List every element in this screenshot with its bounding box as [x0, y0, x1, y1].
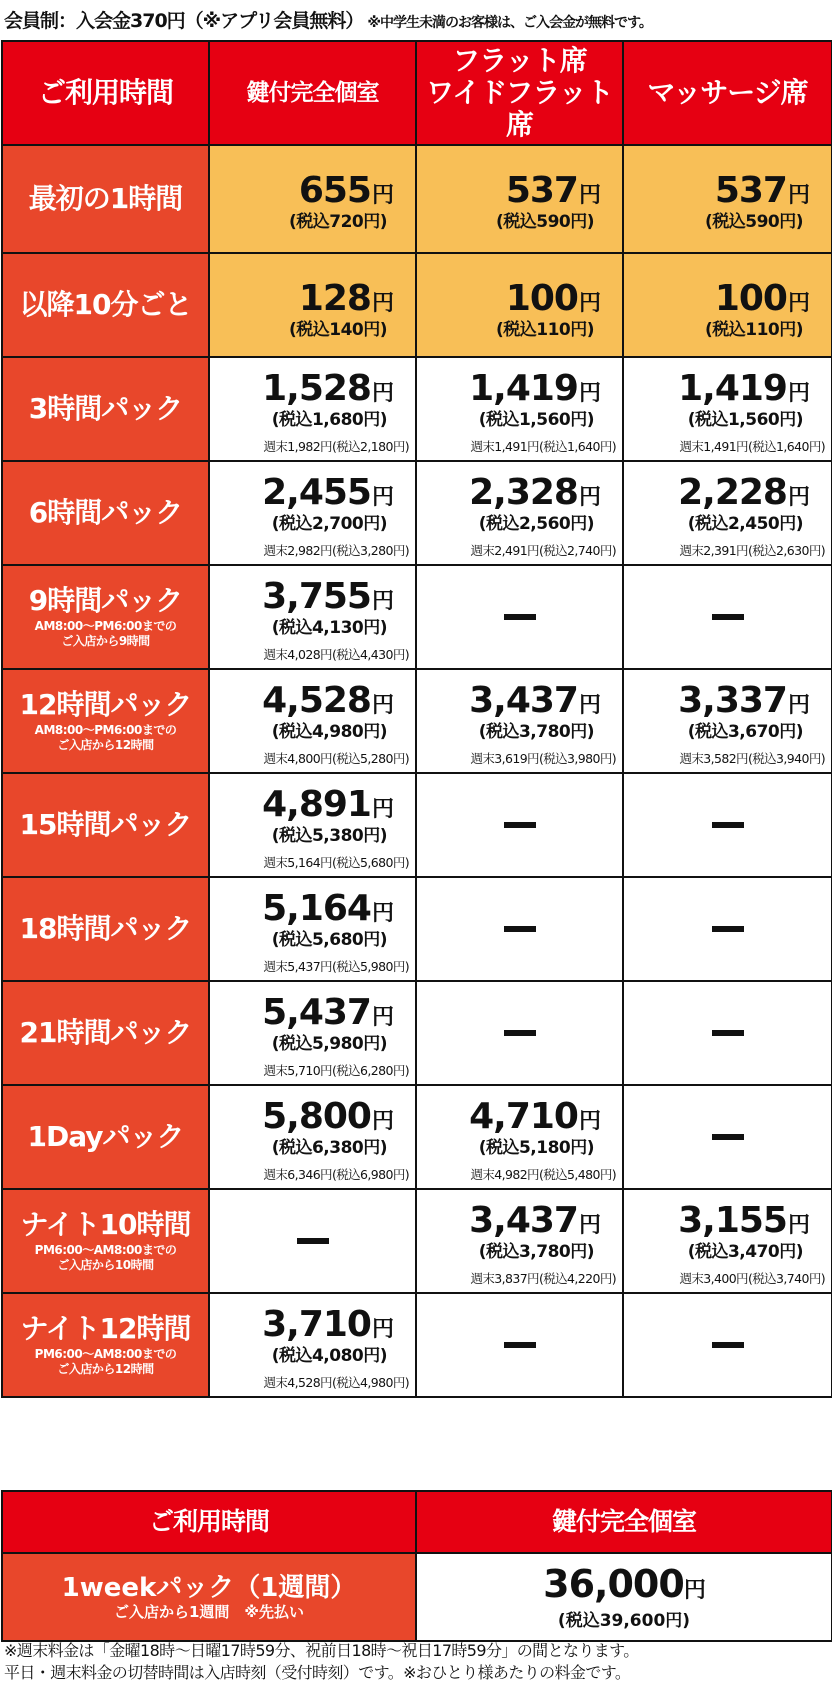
- table-header-row: [2, 41, 832, 145]
- price-tax-included: (税込1,560円): [687, 410, 803, 430]
- price-cell: [209, 145, 416, 253]
- header-flat-line1: フラット席: [452, 44, 587, 77]
- row-label: [2, 145, 209, 253]
- yen-unit: 円: [787, 485, 809, 510]
- price-cell: [416, 565, 623, 669]
- price-cell: [416, 461, 623, 565]
- price-cell: [209, 565, 416, 669]
- price-amount: 3,155: [678, 1200, 787, 1241]
- row-label: [2, 1293, 209, 1397]
- price-tax-included: (税込4,130円): [271, 618, 387, 638]
- header-usage-time: ご利用時間: [2, 41, 209, 145]
- week-row-label: [2, 1553, 416, 1641]
- yen-unit: 円: [787, 291, 809, 316]
- yen-unit: 円: [787, 381, 809, 406]
- price-value: [624, 172, 809, 215]
- price-cell: [416, 1085, 623, 1189]
- price-amount: 100: [714, 278, 787, 319]
- not-available-dash: [504, 926, 536, 932]
- row-label: [2, 1189, 209, 1293]
- price-cell: [623, 1189, 832, 1293]
- yen-unit: 円: [371, 1005, 393, 1030]
- price-tax-included: (税込5,180円): [478, 1138, 594, 1158]
- row-label-text: 21時間パック: [19, 1016, 192, 1049]
- week-header-row: [2, 1491, 832, 1553]
- price-cell: [623, 877, 832, 981]
- weekend-price: 週末5,710円(税込6,280円): [263, 1063, 409, 1078]
- price-table: [1, 40, 832, 1398]
- not-available-dash: [504, 822, 536, 828]
- row-label: [2, 981, 209, 1085]
- price-cell: [209, 357, 416, 461]
- price-value: [624, 280, 809, 323]
- yen-unit: 円: [371, 381, 393, 406]
- price-tax-included: (税込1,560円): [478, 410, 594, 430]
- price-tax-included: (税込3,780円): [478, 1242, 594, 1262]
- weekend-price: 週末4,528円(税込4,980円): [263, 1375, 409, 1390]
- price-amount: 1,419: [678, 368, 787, 409]
- yen-unit: 円: [371, 589, 393, 614]
- yen-unit: 円: [371, 901, 393, 926]
- price-value: [624, 370, 809, 413]
- weekend-price: 週末3,837円(税込4,220円): [470, 1271, 616, 1286]
- week-price: 36,000: [543, 1561, 684, 1606]
- yen-unit: 円: [578, 693, 600, 718]
- table-row: [2, 253, 832, 357]
- not-available-dash: [712, 822, 744, 828]
- price-value: [417, 1202, 600, 1245]
- price-cell: [209, 773, 416, 877]
- price-cell: [623, 1085, 832, 1189]
- price-cell: [416, 357, 623, 461]
- child-fee-note: ※中学生未満のお客様は、ご入会金が無料です。: [367, 15, 652, 31]
- price-amount: 3,437: [469, 1200, 578, 1241]
- price-cell: [209, 253, 416, 357]
- price-amount: 4,528: [262, 680, 371, 721]
- row-label-text: 最初の1時間: [28, 182, 183, 215]
- header-flat-seat: [416, 41, 623, 145]
- row-label-text: 18時間パック: [19, 912, 192, 945]
- yen-unit: 円: [578, 381, 600, 406]
- weekend-price: 週末3,582円(税込3,940円): [679, 751, 825, 766]
- table-row: [2, 773, 832, 877]
- price-cell: [416, 981, 623, 1085]
- row-label-condition: ご入店から9時間: [61, 634, 150, 648]
- price-cell: [416, 877, 623, 981]
- price-tax-included: (税込720円): [288, 212, 387, 232]
- price-value: [210, 280, 393, 323]
- yen-unit: 円: [683, 1577, 705, 1603]
- weekend-price: 週末3,619円(税込3,980円): [470, 751, 616, 766]
- price-tax-included: (税込140円): [288, 320, 387, 340]
- yen-unit: 円: [371, 1109, 393, 1134]
- price-amount: 2,228: [678, 472, 787, 513]
- price-tax-included: (税込590円): [495, 212, 594, 232]
- yen-unit: 円: [371, 693, 393, 718]
- table-row: [2, 1085, 832, 1189]
- not-available-dash: [504, 1342, 536, 1348]
- weekend-price: 週末4,028円(税込4,430円): [263, 647, 409, 662]
- week-header-room: 鍵付完全個室: [416, 1491, 832, 1553]
- price-amount: 1,419: [469, 368, 578, 409]
- week-price-tax: (税込39,600円): [557, 1610, 691, 1631]
- price-cell: [209, 1085, 416, 1189]
- price-cell: [623, 145, 832, 253]
- membership-fee-text: 会員制：入会金370円（※アプリ会員無料）: [4, 10, 364, 32]
- price-value: [417, 474, 600, 517]
- price-cell: [623, 981, 832, 1085]
- yen-unit: 円: [578, 1213, 600, 1238]
- price-amount: 3,437: [469, 680, 578, 721]
- price-tax-included: (税込2,700円): [271, 514, 387, 534]
- price-cell: [416, 1189, 623, 1293]
- price-tax-included: (税込2,450円): [687, 514, 803, 534]
- row-label: [2, 773, 209, 877]
- price-amount: 3,337: [678, 680, 787, 721]
- price-tax-included: (税込3,780円): [478, 722, 594, 742]
- price-tax-included: (税込5,380円): [271, 826, 387, 846]
- price-cell: [416, 253, 623, 357]
- price-value: [210, 1306, 393, 1349]
- row-label: [2, 669, 209, 773]
- price-amount: 4,891: [262, 784, 371, 825]
- row-label-text: 15時間パック: [19, 808, 192, 841]
- weekend-price: 週末3,400円(税込3,740円): [679, 1271, 825, 1286]
- price-amount: 3,755: [262, 576, 371, 617]
- price-cell: [416, 145, 623, 253]
- not-available-dash: [712, 926, 744, 932]
- price-cell: [623, 357, 832, 461]
- table-row: [2, 461, 832, 565]
- not-available-dash: [712, 614, 744, 620]
- yen-unit: 円: [371, 183, 393, 208]
- price-value: [210, 172, 393, 215]
- weekend-price: 週末4,982円(税込5,480円): [470, 1167, 616, 1182]
- price-value: [210, 682, 393, 725]
- row-label-condition: ご入店から12時間: [57, 1362, 154, 1376]
- price-tax-included: (税込6,380円): [271, 1138, 387, 1158]
- price-amount: 128: [298, 278, 371, 319]
- price-amount: 100: [505, 278, 578, 319]
- price-tax-included: (税込110円): [495, 320, 594, 340]
- not-available-dash: [504, 614, 536, 620]
- price-tax-included: (税込3,470円): [687, 1242, 803, 1262]
- price-cell: [623, 669, 832, 773]
- header-private-room: 鍵付完全個室: [209, 41, 416, 145]
- price-tax-included: (税込5,980円): [271, 1034, 387, 1054]
- yen-unit: 円: [578, 1109, 600, 1134]
- not-available-dash: [504, 1030, 536, 1036]
- price-tax-included: (税込110円): [704, 320, 803, 340]
- price-tax-included: (税込1,680円): [271, 410, 387, 430]
- price-amount: 537: [714, 170, 787, 211]
- yen-unit: 円: [787, 693, 809, 718]
- price-cell: [623, 461, 832, 565]
- table-row: [2, 145, 832, 253]
- price-value: [417, 280, 600, 323]
- price-cell: [209, 877, 416, 981]
- yen-unit: 円: [371, 291, 393, 316]
- row-label-condition: PM6:00〜AM8:00までの: [34, 1347, 177, 1361]
- price-value: [417, 682, 600, 725]
- footer-notes: [4, 1640, 639, 1684]
- price-amount: 1,528: [262, 368, 371, 409]
- price-value: [417, 370, 600, 413]
- week-row: [2, 1553, 832, 1641]
- price-cell: [209, 461, 416, 565]
- price-amount: 2,455: [262, 472, 371, 513]
- price-cell: [623, 1293, 832, 1397]
- week-price-cell: [416, 1553, 832, 1641]
- yen-unit: 円: [578, 291, 600, 316]
- yen-unit: 円: [578, 485, 600, 510]
- weekend-price: 週末2,391円(税込2,630円): [679, 543, 825, 558]
- row-label: [2, 877, 209, 981]
- yen-unit: 円: [371, 485, 393, 510]
- footer-line-2: 平日・週末料金の切替時間は入店時刻（受付時刻）です。※おひとり様あたりの料金です。: [4, 1663, 631, 1682]
- table-row: [2, 877, 832, 981]
- price-cell: [209, 1189, 416, 1293]
- header-massage-seat: マッサージ席: [623, 41, 832, 145]
- price-value: [417, 172, 600, 215]
- weekend-price: 週末5,164円(税込5,680円): [263, 855, 409, 870]
- not-available-dash: [712, 1134, 744, 1140]
- price-amount: 537: [505, 170, 578, 211]
- price-value: [210, 1098, 393, 1141]
- row-label-text: 12時間パック: [19, 688, 192, 721]
- row-label-condition: ご入店から10時間: [57, 1258, 154, 1272]
- price-value: [210, 786, 393, 829]
- price-value: [624, 682, 809, 725]
- row-label-text: 9時間パック: [28, 584, 183, 617]
- price-cell: [416, 1293, 623, 1397]
- price-cell: [623, 565, 832, 669]
- week-pack-name: 1weekパック（1週間）: [61, 1573, 357, 1603]
- price-amount: 5,164: [262, 888, 371, 929]
- price-value: [210, 578, 393, 621]
- price-amount: 5,437: [262, 992, 371, 1033]
- header-flat-line2: ワイドフラット席: [426, 76, 613, 141]
- yen-unit: 円: [371, 1317, 393, 1342]
- row-label: [2, 461, 209, 565]
- price-value: [417, 1098, 600, 1141]
- table-row: [2, 669, 832, 773]
- row-label-condition: ご入店から12時間: [57, 738, 154, 752]
- price-amount: 5,800: [262, 1096, 371, 1137]
- row-label-text: 3時間パック: [28, 392, 183, 425]
- weekend-price: 週末2,982円(税込3,280円): [263, 543, 409, 558]
- price-tax-included: (税込5,680円): [271, 930, 387, 950]
- price-cell: [209, 669, 416, 773]
- week-pack-sub: ご入店から1週間 ※先払い: [113, 1603, 305, 1621]
- price-tax-included: (税込590円): [704, 212, 803, 232]
- not-available-dash: [712, 1342, 744, 1348]
- price-value: [210, 890, 393, 933]
- price-value: [210, 994, 393, 1037]
- price-value: [210, 370, 393, 413]
- not-available-dash: [297, 1238, 329, 1244]
- price-tax-included: (税込4,980円): [271, 722, 387, 742]
- table-row: [2, 981, 832, 1085]
- row-label: [2, 357, 209, 461]
- row-label-text: 6時間パック: [28, 496, 183, 529]
- price-tax-included: (税込2,560円): [478, 514, 594, 534]
- not-available-dash: [712, 1030, 744, 1036]
- yen-unit: 円: [578, 183, 600, 208]
- price-cell: [623, 773, 832, 877]
- price-tax-included: (税込3,670円): [687, 722, 803, 742]
- yen-unit: 円: [787, 183, 809, 208]
- weekend-price: 週末4,800円(税込5,280円): [263, 751, 409, 766]
- table-row: [2, 565, 832, 669]
- row-label-text: 1Dayパック: [27, 1120, 184, 1153]
- membership-note: [4, 8, 652, 34]
- price-tax-included: (税込4,080円): [271, 1346, 387, 1366]
- price-cell: [416, 773, 623, 877]
- row-label: [2, 253, 209, 357]
- row-label-text: ナイト10時間: [20, 1208, 191, 1241]
- price-amount: 3,710: [262, 1304, 371, 1345]
- footer-line-1: ※週末料金は「金曜18時〜日曜17時59分、祝前日18時〜祝日17時59分」の間となります。: [4, 1641, 639, 1660]
- price-cell: [416, 669, 623, 773]
- row-label-condition: AM8:00〜PM6:00までの: [34, 619, 177, 633]
- yen-unit: 円: [787, 1213, 809, 1238]
- price-value: [210, 474, 393, 517]
- weekend-price: 週末2,491円(税込2,740円): [470, 543, 616, 558]
- row-label-text: 以降10分ごと: [19, 288, 192, 321]
- row-label-condition: PM6:00〜AM8:00までの: [34, 1243, 177, 1257]
- table-row: [2, 1293, 832, 1397]
- yen-unit: 円: [371, 797, 393, 822]
- price-amount: 655: [298, 170, 371, 211]
- price-value: [624, 474, 809, 517]
- week-header-time: ご利用時間: [2, 1491, 416, 1553]
- table-row: [2, 357, 832, 461]
- weekend-price: 週末5,437円(税込5,980円): [263, 959, 409, 974]
- weekend-price: 週末6,346円(税込6,980円): [263, 1167, 409, 1182]
- row-label-condition: AM8:00〜PM6:00までの: [34, 723, 177, 737]
- price-amount: 2,328: [469, 472, 578, 513]
- weekend-price: 週末1,982円(税込2,180円): [263, 439, 409, 454]
- row-label-text: ナイト12時間: [20, 1312, 191, 1345]
- week-pack-table: [1, 1490, 832, 1642]
- price-amount: 4,710: [469, 1096, 578, 1137]
- price-cell: [623, 253, 832, 357]
- price-cell: [209, 1293, 416, 1397]
- weekend-price: 週末1,491円(税込1,640円): [679, 439, 825, 454]
- table-row: [2, 1189, 832, 1293]
- price-cell: [209, 981, 416, 1085]
- price-value: [624, 1202, 809, 1245]
- row-label: [2, 565, 209, 669]
- row-label: [2, 1085, 209, 1189]
- weekend-price: 週末1,491円(税込1,640円): [470, 439, 616, 454]
